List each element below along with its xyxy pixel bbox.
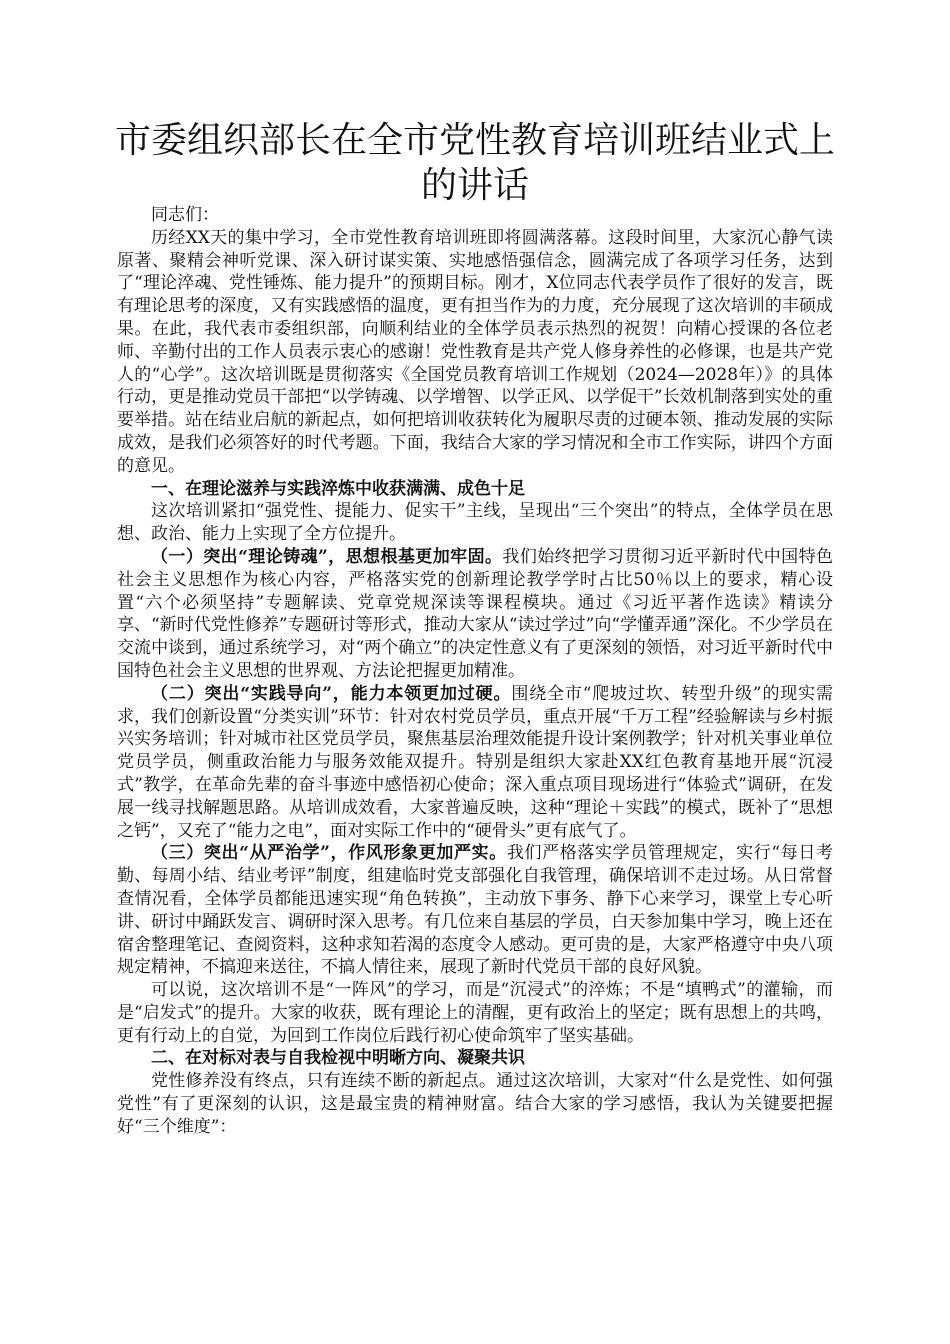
salutation: 同志们： xyxy=(151,205,219,225)
point-lead: （一）突出“理论铸魂”，思想根基更加牢固。 xyxy=(151,546,503,567)
paragraph-point-2: （二）突出“实践导向”，能力本领更加过硬。围绕全市“爬坡过坎、转型升级”的现实需求，我们创新设置“分类实训”环节：针对农村党员学员，重点开展“千万工程”经验解读与乡村振兴实务培训；针对城市社区党员学员，聚焦基层治理效能提升设计案例教学；针对机关事业单位党员学员，侧重政治能力与服务效能双提升。特别是组织大家赴XX红色教育基地开展“沉浸式”教学，在革命先辈的奋斗事迹中感悟初心使命；深入重点项目现场进行“体验式”调研，在发展一线寻找解题思路。从培训成效看，大家普遍反映，这种“理论＋实践”的模式，既补了“思想之钙”，又充了“能力之电”，面对实际工作中的“硬骨头”更有底气了。 xyxy=(117,683,833,841)
paragraph-intro: 历经XX天的集中学习，全市党性教育培训班即将圆满落幕。这段时间里，大家沉心静气读原著、聚精会神听党课、深入研讨谋实策、实地感悟强信念，圆满完成了各项学习任务，达到了“理论淬魂、党性锤炼、能力提升”的预期目标。刚才，X位同志代表学员作了很好的发言，既有理论思考的深度，又有实践感悟的温度，更有担当作为的力度，充分展现了这次培训的丰硕成果。在此，我代表市委组织部，向顺利结业的全体学员表示热烈的祝贺！向精心授课的各位老师、辛勤付出的工作人员表示衷心的感谢！党性教育是共产党人修身养性的必修课，也是共产党人的“心学”。这次培训既是贯彻落实《全国党员教育培训工作规划（2024—2028年）》的具体行动，更是推动党员干部把“以学铸魂、以学增智、以学正风、以学促干”长效机制落到实处的重要举措。站在结业启航的新起点，如何把培训收获转化为履职尽责的过硬本领、推动发展的实际成效，是我们必须答好的时代考题。下面，我结合大家的学习情况和全市工作实际，讲四个方面的意见。 xyxy=(117,227,833,476)
section-heading-1: 一、在理论滋养与实践淬炼中收获满满、成色十足 xyxy=(151,478,525,499)
point-lead: （二）突出“实践导向”，能力本领更加过硬。 xyxy=(151,683,512,704)
paragraph-section1-intro: 这次培训紧扣“强党性、提能力、促实干”主线，呈现出“三个突出”的特点，全体学员在思想、政治、能力上实现了全方位提升。 xyxy=(117,501,833,545)
section-heading-2: 二、在对标对表与自我检视中明晰方向、凝聚共识 xyxy=(151,1048,525,1069)
paragraph-point-1: （一）突出“理论铸魂”，思想根基更加牢固。我们始终把学习贯彻习近平新时代中国特色社会主义思想作为核心内容，严格落实党的创新理论教学学时占比50％以上的要求，精心设置“六个必须坚持”专题解读、党章党规深读等课程模块。通过《习近平著作选读》精读分享、“新时代党性修养”专题研讨等形式，推动大家从“读过学过”向“学懂弄通”深化。不少学员在交流中谈到，通过系统学习，对“两个确立”的决定性意义有了更深刻的领悟，对习近平新时代中国特色社会主义思想的世界观、方法论把握更加精准。 xyxy=(117,546,834,681)
paragraph-point-3: （三）突出“从严治学”，作风形象更加严实。我们严格落实学员管理规定，实行“每日考勤、每周小结、结业考评”制度，组建临时党支部强化自我管理，确保培训不走过场。从日常督查情况看，全体学员都能迅速实现“角色转换”，主动放下事务、静下心来学习，课堂上专心听讲、研讨中踊跃发言、调研时深入思考。有几位来自基层的学员，白天参加集中学习，晚上还在宿舍整理笔记、查阅资料，这种求知若渴的态度令人感动。更可贵的是，大家严格遵守中央八项规定精神，不搞迎来送往，不搞人情往来，展现了新时代党员干部的良好风貌。 xyxy=(117,843,833,978)
document-title: 市委组织部长在全市党性教育培训班结业式上的讲话 xyxy=(114,120,835,206)
paragraph-summary: 可以说，这次培训不是“一阵风”的学习，而是“沉浸式”的淬炼；不是“填鸭式”的灌输，而是“启发式”的提升。大家的收获，既有理论上的清醒，更有政治上的坚定；既有思想上的共鸣，更有行动上的自觉，为回到工作岗位后践行初心使命筑牢了坚实基础。 xyxy=(117,980,833,1046)
document-body xyxy=(117,204,833,1139)
point-lead: （三）突出“从严治学”，作风形象更加严实。 xyxy=(151,843,507,864)
paragraph-section2-intro: 党性修养没有终点，只有连续不断的新起点。通过这次培训，大家对“什么是党性、如何强党性”有了更深刻的认识，这是最宝贵的精神财富。结合大家的学习感悟，我认为关键要把握好“三个维度”： xyxy=(117,1071,833,1137)
